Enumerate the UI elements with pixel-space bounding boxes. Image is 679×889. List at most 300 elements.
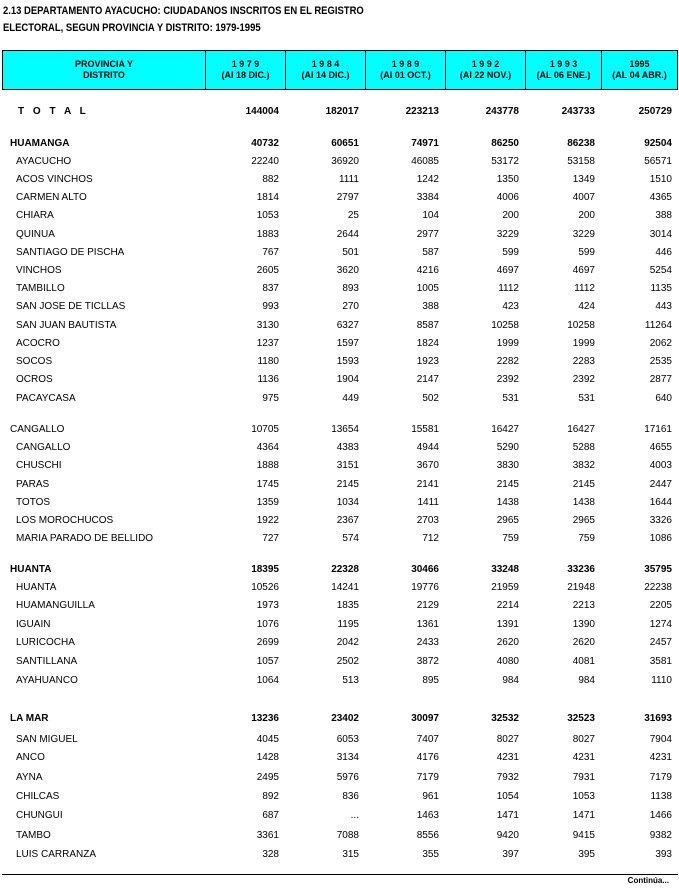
row-label: PACAYCASA (16, 393, 76, 404)
cell-value: 4697 (496, 265, 519, 276)
cell-value: 53158 (567, 156, 595, 167)
cell-value: 2392 (496, 374, 519, 385)
table-row (0, 372, 679, 388)
cell-value: 1510 (649, 174, 672, 185)
continues-note: Continúa... (627, 876, 669, 885)
cell-value: 243778 (485, 106, 519, 117)
cell-value: 243733 (561, 106, 595, 117)
table-row (0, 458, 679, 474)
cell-value: 1242 (416, 174, 439, 185)
cell-value: 449 (342, 393, 359, 404)
header-year: 1 9 9 3 (549, 59, 578, 69)
cell-value: 3581 (649, 656, 672, 667)
table-row (0, 580, 679, 596)
cell-value: 975 (262, 393, 279, 404)
cell-value: 1438 (496, 497, 519, 508)
cell-value: 22328 (331, 564, 359, 575)
cell-value: 182017 (325, 106, 359, 117)
cell-value: 4231 (572, 752, 595, 763)
cell-value: 2145 (572, 479, 595, 490)
cell-value: 40732 (251, 138, 279, 149)
table-row (0, 531, 679, 547)
cell-value: 10258 (491, 320, 519, 331)
title-line-1: 2.13 DEPARTAMENTO AYACUCHO: CIUDADANOS INSCRITOS EN EL REGISTRO (3, 5, 364, 17)
cell-value: 7904 (649, 734, 672, 745)
row-label: IGUAIN (16, 619, 51, 630)
table-row (0, 422, 679, 438)
cell-value: 1054 (496, 791, 519, 802)
cell-value: 328 (262, 849, 279, 860)
cell-value: 2213 (572, 600, 595, 611)
cell-value: 836 (342, 791, 359, 802)
cell-value: 4231 (496, 752, 519, 763)
row-label: ACOS VINCHOS (16, 174, 93, 185)
cell-value: 4231 (649, 752, 672, 763)
cell-value: 984 (502, 675, 519, 686)
cell-value: 3872 (416, 656, 439, 667)
cell-value: 355 (422, 849, 439, 860)
cell-value: 2703 (416, 515, 439, 526)
cell-value: 1390 (572, 619, 595, 630)
cell-value: 1111 (338, 174, 359, 185)
cell-value: 32532 (491, 713, 519, 724)
row-label: CHUNGUI (16, 810, 63, 821)
cell-value: 2282 (496, 356, 519, 367)
cell-value: 1888 (256, 460, 279, 471)
row-label: HUANTA (10, 564, 52, 575)
header-col0-line2: DISTRITO (83, 70, 125, 80)
cell-value: 397 (502, 849, 519, 860)
cell-value: 531 (578, 393, 595, 404)
cell-value: 22238 (644, 582, 672, 593)
row-label: AYACUCHO (16, 156, 72, 167)
cell-value: 3229 (496, 229, 519, 240)
table-row (0, 318, 679, 334)
cell-value: 388 (655, 210, 672, 221)
cell-value: 8556 (416, 830, 439, 841)
cell-value: 1644 (649, 497, 672, 508)
table-row (0, 598, 679, 614)
row-label: QUINUA (16, 229, 55, 240)
row-label: CANGALLO (16, 442, 71, 453)
row-label: SANTILLANA (16, 656, 78, 667)
cell-value: 8027 (572, 734, 595, 745)
cell-value: 2283 (572, 356, 595, 367)
cell-value: 2392 (572, 374, 595, 385)
cell-value: 270 (342, 301, 359, 312)
cell-value: 727 (262, 533, 279, 544)
table-row (0, 263, 679, 279)
cell-value: 2535 (649, 356, 672, 367)
cell-value: 3361 (256, 830, 279, 841)
cell-value: 22240 (251, 156, 279, 167)
header-year-1989 (366, 51, 446, 89)
cell-value: 23402 (331, 713, 359, 724)
cell-value: 892 (262, 791, 279, 802)
cell-value: 1463 (416, 810, 439, 821)
cell-value: 388 (422, 301, 439, 312)
cell-value: 144004 (245, 106, 279, 117)
table-row (0, 440, 679, 456)
row-label: CHIARA (16, 210, 54, 221)
cell-value: 759 (578, 533, 595, 544)
row-label: PARAS (16, 479, 50, 490)
cell-value: 1471 (496, 810, 519, 821)
cell-value: 1999 (496, 338, 519, 349)
table-row (0, 354, 679, 370)
cell-value: 599 (502, 247, 519, 258)
cell-value: 14241 (331, 582, 359, 593)
cell-value: 2367 (336, 515, 359, 526)
cell-value: 86250 (491, 138, 519, 149)
table-title (3, 3, 364, 37)
cell-value: 4365 (649, 192, 672, 203)
cell-value: 31693 (644, 713, 672, 724)
table-row (0, 562, 679, 578)
row-label: VINCHOS (16, 265, 62, 276)
cell-value: 3384 (416, 192, 439, 203)
header-year: 1995 (629, 59, 650, 69)
cell-value: 33248 (491, 564, 519, 575)
cell-value: 16427 (567, 424, 595, 435)
cell-value: 423 (502, 301, 519, 312)
cell-value: 315 (342, 849, 359, 860)
table-row (0, 654, 679, 670)
header-year-1984 (286, 51, 366, 89)
cell-value: 21948 (567, 582, 595, 593)
cell-value: 33236 (567, 564, 595, 575)
header-year-1995 (602, 51, 677, 89)
cell-value: 2965 (496, 515, 519, 526)
row-label: LA MAR (10, 713, 49, 724)
cell-value: ... (350, 810, 359, 821)
row-label: SAN JOSE DE TICLLAS (16, 301, 126, 312)
table-row (0, 281, 679, 297)
cell-value: 3134 (336, 752, 359, 763)
cell-value: 86238 (567, 138, 595, 149)
header-date: (Al 18 DIC.) (221, 70, 270, 80)
cell-value: 395 (578, 849, 595, 860)
row-label: AYAHUANCO (16, 675, 78, 686)
cell-value: 1005 (416, 283, 439, 294)
table-row (0, 513, 679, 529)
cell-value: 1135 (650, 283, 672, 294)
cell-value: 587 (422, 247, 439, 258)
row-label: SAN JUAN BAUTISTA (16, 320, 117, 331)
cell-value: 1138 (650, 791, 672, 802)
cell-value: 1086 (649, 533, 672, 544)
cell-value: 11264 (644, 320, 672, 331)
cell-value: 1923 (416, 356, 439, 367)
cell-value: 2129 (416, 600, 439, 611)
table-row (0, 208, 679, 224)
cell-value: 3229 (572, 229, 595, 240)
cell-value: 1112 (574, 283, 595, 294)
cell-value: 2042 (336, 637, 359, 648)
cell-value: 1237 (256, 338, 279, 349)
cell-value: 7179 (649, 772, 672, 783)
cell-value: 1076 (256, 619, 279, 630)
cell-value: 17161 (644, 424, 672, 435)
cell-value: 767 (262, 247, 279, 258)
row-label: HUAMANGA (10, 138, 70, 149)
cell-value: 2620 (572, 637, 595, 648)
cell-value: 1883 (256, 229, 279, 240)
cell-value: 1350 (496, 174, 519, 185)
table-row (0, 154, 679, 170)
header-date: (Al 22 NOV.) (459, 70, 512, 80)
row-label: TOTOS (16, 497, 51, 508)
cell-value: 2965 (572, 515, 595, 526)
cell-value: 1274 (649, 619, 672, 630)
table-row (0, 847, 679, 863)
cell-value: 250729 (638, 106, 672, 117)
header-date: (Al 14 DIC.) (301, 70, 350, 80)
cell-value: 3014 (649, 229, 672, 240)
cell-value: 36920 (331, 156, 359, 167)
cell-value: 2699 (256, 637, 279, 648)
cell-value: 837 (262, 283, 279, 294)
table-row (0, 828, 679, 844)
bottom-rule (2, 874, 678, 875)
table-header (2, 50, 678, 90)
row-label: ACOCRO (16, 338, 60, 349)
cell-value: 5976 (336, 772, 359, 783)
row-label: SOCOS (16, 356, 53, 367)
table-row (0, 172, 679, 188)
row-label: LOS MOROCHUCOS (16, 515, 114, 526)
table-row (0, 732, 679, 748)
cell-value: 74971 (411, 138, 439, 149)
cell-value: 6327 (336, 320, 359, 331)
cell-value: 32523 (567, 713, 595, 724)
cell-value: 10526 (251, 582, 279, 593)
cell-value: 446 (655, 247, 672, 258)
cell-value: 640 (655, 393, 672, 404)
cell-value: 223213 (405, 106, 439, 117)
cell-value: 2447 (649, 479, 672, 490)
cell-value: 502 (422, 393, 439, 404)
cell-value: 1824 (416, 338, 439, 349)
table-row (0, 770, 679, 786)
cell-value: 200 (502, 210, 519, 221)
cell-value: 895 (422, 675, 439, 686)
cell-value: 4003 (649, 460, 672, 471)
cell-value: 56571 (644, 156, 672, 167)
cell-value: 1471 (572, 810, 595, 821)
table-row (0, 808, 679, 824)
header-year: 1 9 9 2 (471, 59, 500, 69)
table-row (0, 227, 679, 243)
table-row (0, 336, 679, 352)
header-date: (Al 01 OCT.) (380, 70, 431, 80)
cell-value: 984 (578, 675, 595, 686)
header-year: 1 9 8 4 (311, 59, 340, 69)
cell-value: 4944 (416, 442, 439, 453)
header-date: (AL 04 ABR.) (612, 70, 667, 80)
cell-value: 30466 (411, 564, 439, 575)
cell-value: 1411 (417, 497, 439, 508)
cell-value: 1922 (256, 515, 279, 526)
cell-value: 1593 (336, 356, 359, 367)
cell-value: 2977 (416, 229, 439, 240)
cell-value: 1597 (336, 338, 359, 349)
cell-value: 60651 (331, 138, 359, 149)
table-row (0, 136, 679, 152)
cell-value: 21959 (491, 582, 519, 593)
cell-value: 4697 (572, 265, 595, 276)
cell-value: 7931 (572, 772, 595, 783)
cell-value: 6053 (336, 734, 359, 745)
row-label: SANTIAGO DE PISCHA (16, 247, 125, 258)
cell-value: 104 (422, 210, 439, 221)
row-label: CHUSCHI (16, 460, 62, 471)
table-row (0, 299, 679, 315)
cell-value: 7932 (496, 772, 519, 783)
cell-value: 3326 (649, 515, 672, 526)
cell-value: 4080 (496, 656, 519, 667)
row-label: CHILCAS (16, 791, 60, 802)
row-label: ANCO (16, 752, 45, 763)
cell-value: 53172 (491, 156, 519, 167)
cell-value: 2147 (416, 374, 439, 385)
cell-value: 2605 (256, 265, 279, 276)
cell-value: 1438 (572, 497, 595, 508)
table-row (0, 104, 679, 120)
cell-value: 4216 (416, 265, 439, 276)
cell-value: 1064 (256, 675, 279, 686)
cell-value: 1057 (256, 656, 279, 667)
table-row (0, 495, 679, 511)
cell-value: 424 (578, 301, 595, 312)
table-row (0, 477, 679, 493)
cell-value: 1034 (336, 497, 359, 508)
table-row (0, 673, 679, 689)
table-row (0, 789, 679, 805)
cell-value: 2062 (649, 338, 672, 349)
cell-value: 18395 (251, 564, 279, 575)
cell-value: 712 (422, 533, 439, 544)
cell-value: 993 (262, 301, 279, 312)
cell-value: 3620 (336, 265, 359, 276)
cell-value: 1745 (256, 479, 279, 490)
cell-value: 1973 (256, 600, 279, 611)
header-date: (AL 06 ENE.) (536, 70, 591, 80)
row-label: AYNA (16, 772, 43, 783)
header-year-1979 (206, 51, 286, 89)
cell-value: 200 (578, 210, 595, 221)
row-label: T O T A L (18, 106, 89, 117)
title-line-2: ELECTORAL, SEGUN PROVINCIA Y DISTRITO: 1979-1995 (3, 22, 261, 34)
cell-value: 1195 (337, 619, 359, 630)
table-row (0, 190, 679, 206)
header-col0-line1: PROVINCIA Y (74, 59, 133, 69)
cell-value: 4383 (336, 442, 359, 453)
cell-value: 3670 (416, 460, 439, 471)
row-label: CARMEN ALTO (16, 192, 87, 203)
cell-value: 7179 (416, 772, 439, 783)
cell-value: 2620 (496, 637, 519, 648)
table-row (0, 711, 679, 727)
cell-value: 2502 (336, 656, 359, 667)
cell-value: 3830 (496, 460, 519, 471)
cell-value: 1814 (256, 192, 279, 203)
cell-value: 1904 (336, 374, 359, 385)
row-label: TAMBO (16, 830, 51, 841)
cell-value: 882 (262, 174, 279, 185)
cell-value: 393 (655, 849, 672, 860)
cell-value: 9420 (496, 830, 519, 841)
row-label: SAN MIGUEL (16, 734, 78, 745)
cell-value: 599 (578, 247, 595, 258)
cell-value: 1835 (336, 600, 359, 611)
cell-value: 1466 (649, 810, 672, 821)
cell-value: 1136 (257, 374, 279, 385)
cell-value: 10258 (567, 320, 595, 331)
cell-value: 1359 (256, 497, 279, 508)
cell-value: 13654 (331, 424, 359, 435)
header-year: 1 9 8 9 (391, 59, 420, 69)
cell-value: 2145 (496, 479, 519, 490)
cell-value: 3130 (256, 320, 279, 331)
table-row (0, 245, 679, 261)
cell-value: 513 (342, 675, 359, 686)
cell-value: 1999 (572, 338, 595, 349)
header-provincia-distrito (3, 51, 206, 89)
cell-value: 10705 (251, 424, 279, 435)
cell-value: 1361 (416, 619, 439, 630)
table-row (0, 635, 679, 651)
header-year: 1 9 7 9 (231, 59, 260, 69)
cell-value: 4006 (496, 192, 519, 203)
cell-value: 2495 (256, 772, 279, 783)
cell-value: 4007 (572, 192, 595, 203)
cell-value: 7088 (336, 830, 359, 841)
cell-value: 531 (502, 393, 519, 404)
cell-value: 893 (342, 283, 359, 294)
row-label: HUAMANGUILLA (16, 600, 95, 611)
cell-value: 9415 (572, 830, 595, 841)
cell-value: 4081 (572, 656, 595, 667)
cell-value: 16427 (491, 424, 519, 435)
cell-value: 4176 (416, 752, 439, 763)
cell-value: 2644 (336, 229, 359, 240)
cell-value: 759 (502, 533, 519, 544)
table-row (0, 391, 679, 407)
row-label: MARIA PARADO DE BELLIDO (16, 533, 154, 544)
cell-value: 1391 (496, 619, 519, 630)
cell-value: 15581 (411, 424, 439, 435)
cell-value: 2141 (416, 479, 439, 490)
cell-value: 1180 (257, 356, 279, 367)
cell-value: 2457 (649, 637, 672, 648)
cell-value: 3832 (572, 460, 595, 471)
cell-value: 19776 (411, 582, 439, 593)
cell-value: 3151 (336, 460, 359, 471)
cell-value: 5254 (649, 265, 672, 276)
cell-value: 8027 (496, 734, 519, 745)
cell-value: 961 (422, 791, 439, 802)
cell-value: 2214 (496, 600, 519, 611)
row-label: OCROS (16, 374, 53, 385)
row-label: LURICOCHA (16, 637, 75, 648)
cell-value: 4364 (256, 442, 279, 453)
header-year-1993 (526, 51, 602, 89)
cell-value: 1112 (498, 283, 519, 294)
cell-value: 30097 (411, 713, 439, 724)
cell-value: 2877 (649, 374, 672, 385)
cell-value: 13236 (251, 713, 279, 724)
